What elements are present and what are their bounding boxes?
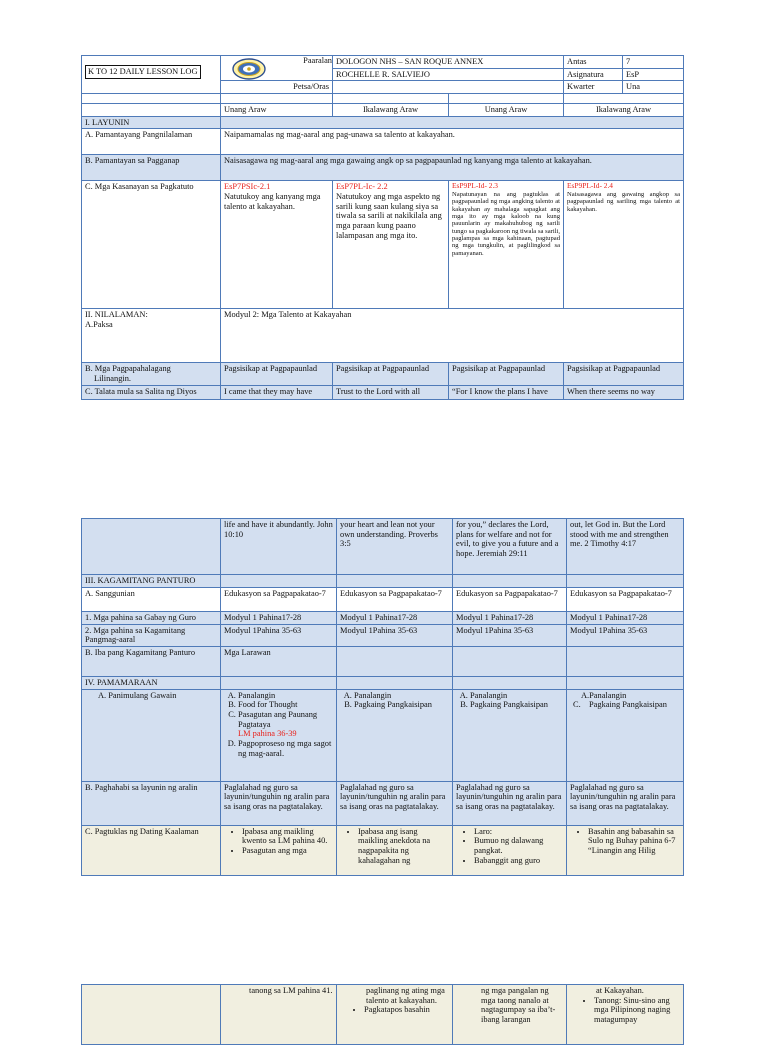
sanggunian-label: A. Sanggunian — [82, 587, 221, 611]
paaralan-value: DOLOGON NHS – SAN ROQUE ANNEX — [333, 56, 564, 69]
panimulang-list — [340, 691, 449, 710]
paksa-value: Modyul 2: Mga Talento at Kakayahan — [221, 309, 684, 363]
talata-continued: your heart and lean not your own understanding. Proverbs 3:5 — [337, 519, 453, 575]
list-item: C. Pasagutan ang Paunang Pagtataya LM pahina 36-39 — [238, 710, 333, 739]
pagpapahalaga-value: Pagsisikap at Pagpapaunlad — [564, 363, 684, 385]
deped-seal-logo — [232, 58, 266, 80]
pagtuklas-cell — [337, 825, 453, 875]
competency-code: EsP7PL-Ic- 2.2 — [336, 182, 388, 192]
asignatura-cell — [564, 68, 684, 81]
panimulang-label: A. Panimulang Gawain — [82, 689, 221, 781]
list-item: B. Pagkaing Pangkaisipan — [470, 700, 563, 710]
gabay-value: Modyul 1 Pahina17-28 — [453, 611, 567, 624]
list-item: • Pasagutan ang mga — [242, 846, 333, 856]
day-header: Unang Araw — [221, 103, 333, 116]
kagamitan-heading: III. KAGAMITANG PANTURO — [82, 575, 221, 588]
page3-cell — [567, 985, 684, 1045]
paghahabi-label: B. Paghahabi sa layunin ng aralin — [82, 781, 221, 825]
pamantayang-value: Naipamamalas ng mag-aaral ang pag-unawa sa talento at kakayahan. — [221, 129, 684, 155]
list-item: B. Pagkaing Pangkaisipan — [354, 700, 449, 710]
guro-value: ROCHELLE R. SALVIEJO — [333, 68, 564, 81]
kasanayan-cell — [333, 181, 449, 309]
pagtuklas-cell — [567, 825, 684, 875]
paghahabi-value: Paglalahad ng guro sa layunin/tunguhin ng aralin para sa isang oras na pagtatalakay. — [221, 781, 337, 825]
list-item: B. Food for Thought — [238, 700, 333, 710]
lesson-log-title: K TO 12 DAILY LESSON LOG — [85, 65, 201, 79]
pagpapahalaga-value: Pagsisikap at Pagpapaunlad — [333, 363, 449, 385]
paghahabi-value: Paglalahad ng guro sa layunin/tunguhin ng aralin para sa isang oras na pagtatalakay. — [453, 781, 567, 825]
gabay-label: 1. Mga pahina sa Gabay ng Guro — [82, 611, 221, 624]
kagamitan-value: Modyul 1Pahina 35-63 — [567, 624, 684, 646]
competency-text: Napatunayan na ang pagtuklas at pagpapaunlad ng mga angking talento at kakayahan ay mahalaga sapagkat ang mga ito ay mga kaloob na kung pauunlarin ay makahuhubog ng sarili tungo sa pagkakaroon ng tiwala sa sarili, paglampas sa mga kahinaan, pagtupad ng mga tungkulin, at paglilingkod sa pamayanan. — [452, 190, 561, 257]
paaralan-label: Paaralan — [303, 56, 332, 65]
sanggunian-value: Edukasyon sa Pagpapakatao-7 — [221, 587, 337, 611]
talata-value: I came that they may have — [221, 385, 333, 399]
lesson-log-title-cell — [82, 56, 221, 94]
competency-text: Natutukoy ang mga aspekto ng sarili kung saan kulang siya sa tiwala sa sarili at nakikilala ang mga paraan kung paano lalampasan ang mga ito. — [336, 191, 442, 240]
sanggunian-value: Edukasyon sa Pagpapakatao-7 — [567, 587, 684, 611]
panimulang-list — [456, 691, 563, 710]
talata-value: “For I know the plans I have — [449, 385, 564, 399]
antas-cell — [564, 56, 684, 69]
nilalaman-heading: II. NILALAMAN: — [85, 310, 148, 320]
list-item: D. Pagpoproseso ng mga sagot ng mag-aaral. — [238, 739, 333, 758]
antas-value: 7 — [626, 57, 631, 66]
asignatura-value: EsP — [626, 69, 640, 79]
kasanayan-label: C. Mga Kasanayan sa Pagkatuto — [82, 181, 221, 309]
antas-label: Antas — [564, 56, 623, 68]
panimulang-cell — [221, 689, 337, 781]
talata-value: When there seems no way — [564, 385, 684, 399]
list-item: C. Pagkaing Pangkaisipan — [573, 700, 667, 710]
competency-code: EsP9PL-Id- 2.3 — [452, 181, 498, 191]
competency-code: EsP7PSIc-2.1 — [224, 182, 271, 192]
pagganap-label: B. Pamantayan sa Pagganap — [82, 155, 221, 181]
talata-continued: for you,” declares the Lord, plans for welfare and not for evil, to give you a future and a hope. Jeremiah 29:11 — [453, 519, 567, 575]
panimulang-cell — [337, 689, 453, 781]
kagamitan-value: Modyul 1Pahina 35-63 — [221, 624, 337, 646]
paghahabi-value: Paglalahad ng guro sa layunin/tunguhin ng aralin para sa isang oras na pagtatalakay. — [567, 781, 684, 825]
list-item: A. Panalangin — [470, 691, 563, 701]
pagpapahalaga-value: Pagsisikap at Pagpapaunlad — [221, 363, 333, 385]
iba-label: B. Iba pang Kagamitang Panturo — [82, 646, 221, 676]
kasanayan-cell — [564, 181, 684, 309]
kagamitan-value: Modyul 1Pahina 35-63 — [453, 624, 567, 646]
iba-value: Mga Larawan — [221, 646, 337, 676]
talata-continued: life and have it abundantly. John 10:10 — [221, 519, 337, 575]
list-item: • Ipabasa ang maikling kwento sa LM pahina 40. — [242, 827, 333, 846]
kagamitan-value: Modyul 1Pahina 35-63 — [337, 624, 453, 646]
petsa-value — [333, 81, 564, 94]
day-header: Ikalawang Araw — [333, 103, 449, 116]
talata-continued: out, let God in. But the Lord stood with me and strengthen me. 2 Timothy 4:17 — [567, 519, 684, 575]
pagpapahalaga-label-2: Lilinangin. — [94, 373, 131, 383]
kwarter-label: Kwarter — [564, 81, 623, 93]
list-item: • Bumuo ng dalawang pangkat. — [474, 836, 563, 855]
gabay-value: Modyul 1 Pahina17-28 — [567, 611, 684, 624]
lm-page-reference: LM pahina 36-39 — [238, 729, 297, 739]
list-item: • Laro: — [474, 827, 563, 837]
list-item: • Tanong: Sinu-sino ang mga Pilipinong naging matagumpay — [594, 996, 680, 1025]
lesson-log-table-page1 — [81, 55, 684, 400]
pagtuklas-label: C. Pagtuklas ng Dating Kaalaman — [82, 825, 221, 875]
talata-value: Trust to the Lord with all — [333, 385, 449, 399]
competency-code: EsP9PL-Id- 2.4 — [567, 181, 614, 191]
page3-cell — [337, 985, 453, 1045]
kwarter-value: Una — [626, 82, 640, 92]
pamamaraan-heading: IV. PAMAMARAAN — [82, 676, 221, 689]
gabay-value: Modyul 1 Pahina17-28 — [221, 611, 337, 624]
petsa-label: Petsa/Oras — [221, 81, 333, 94]
pagtuklas-cell — [453, 825, 567, 875]
nilalaman-cell — [82, 309, 221, 363]
panimulang-list — [224, 691, 333, 759]
list-item: • Ipabasa ang isang maikling anekdota na nagpapakita ng kahalagahan ng — [358, 827, 449, 866]
list-item: A.Panalangin — [581, 690, 627, 700]
page3-text: ng mga pangalan ng mga taong nanalo at nagtagumpay sa iba’t-ibang larangan — [453, 985, 567, 1045]
kasanayan-cell — [449, 181, 564, 309]
paghahabi-value: Paglalahad ng guro sa layunin/tunguhin ng aralin para sa isang oras na pagtatalakay. — [337, 781, 453, 825]
layunin-heading: I. LAYUNIN — [82, 116, 221, 129]
pamantayang-label: A. Pamantayang Pangnilalaman — [82, 129, 221, 155]
competency-text: Naisasagawa ang gawaing angkop sa pagpapaunlad ng sariling mga talento at kakayahan. — [567, 190, 681, 213]
day-header: Ikalawang Araw — [564, 103, 684, 116]
page3-text: paglinang ng ating mga talento at kakayahan. — [366, 986, 445, 1005]
page3-text: at Kakayahan. — [596, 986, 644, 995]
lesson-log-table-page3 — [81, 984, 684, 1045]
paksa-label: A.Paksa — [85, 319, 113, 329]
panimulang-cell — [453, 689, 567, 781]
pagpapahalaga-label: B. Mga Pagpapahalagang — [85, 364, 171, 374]
competency-text: Natutukoy ang kanyang mga talento at kakayahan. — [224, 191, 321, 211]
day-header: Unang Araw — [449, 103, 564, 116]
school-logo-cell — [221, 56, 333, 81]
kwarter-cell — [564, 81, 684, 94]
pagpapahalaga-label-cell — [82, 363, 221, 385]
talata-label: C. Talata mula sa Salita ng Diyos — [82, 385, 221, 399]
kasanayan-cell — [221, 181, 333, 309]
list-item: • Basahin ang babasahin sa Sulo ng Buhay pahina 6-7 “Linangin ang Hilig — [588, 827, 680, 856]
sanggunian-value: Edukasyon sa Pagpapakatao-7 — [453, 587, 567, 611]
sanggunian-value: Edukasyon sa Pagpapakatao-7 — [337, 587, 453, 611]
list-item: • Pagkatapos basahin — [364, 1005, 449, 1015]
days-header-row — [82, 103, 684, 116]
list-item: A. Panalangin — [354, 691, 449, 701]
kagamitan-label: 2. Mga pahina sa Kagamitang Pangmag-aaral — [82, 624, 221, 646]
page3-text: tanong sa LM pahina 41. — [221, 985, 337, 1045]
pagganap-value: Naisasagawa ng mag-aaral ang mga gawaing angk op sa pagpapaunlad ng kanyang mga talento at kakayahan. — [221, 155, 684, 181]
asignatura-label: Asignatura — [564, 69, 623, 81]
pagtuklas-cell — [221, 825, 337, 875]
gabay-value: Modyul 1 Pahina17-28 — [337, 611, 453, 624]
list-item: • Babanggit ang guro — [474, 856, 563, 866]
lesson-log-table-page2 — [81, 518, 684, 876]
panimulang-cell — [567, 689, 684, 781]
pagpapahalaga-value: Pagsisikap at Pagpapaunlad — [449, 363, 564, 385]
list-item: A. Panalangin — [238, 691, 333, 701]
